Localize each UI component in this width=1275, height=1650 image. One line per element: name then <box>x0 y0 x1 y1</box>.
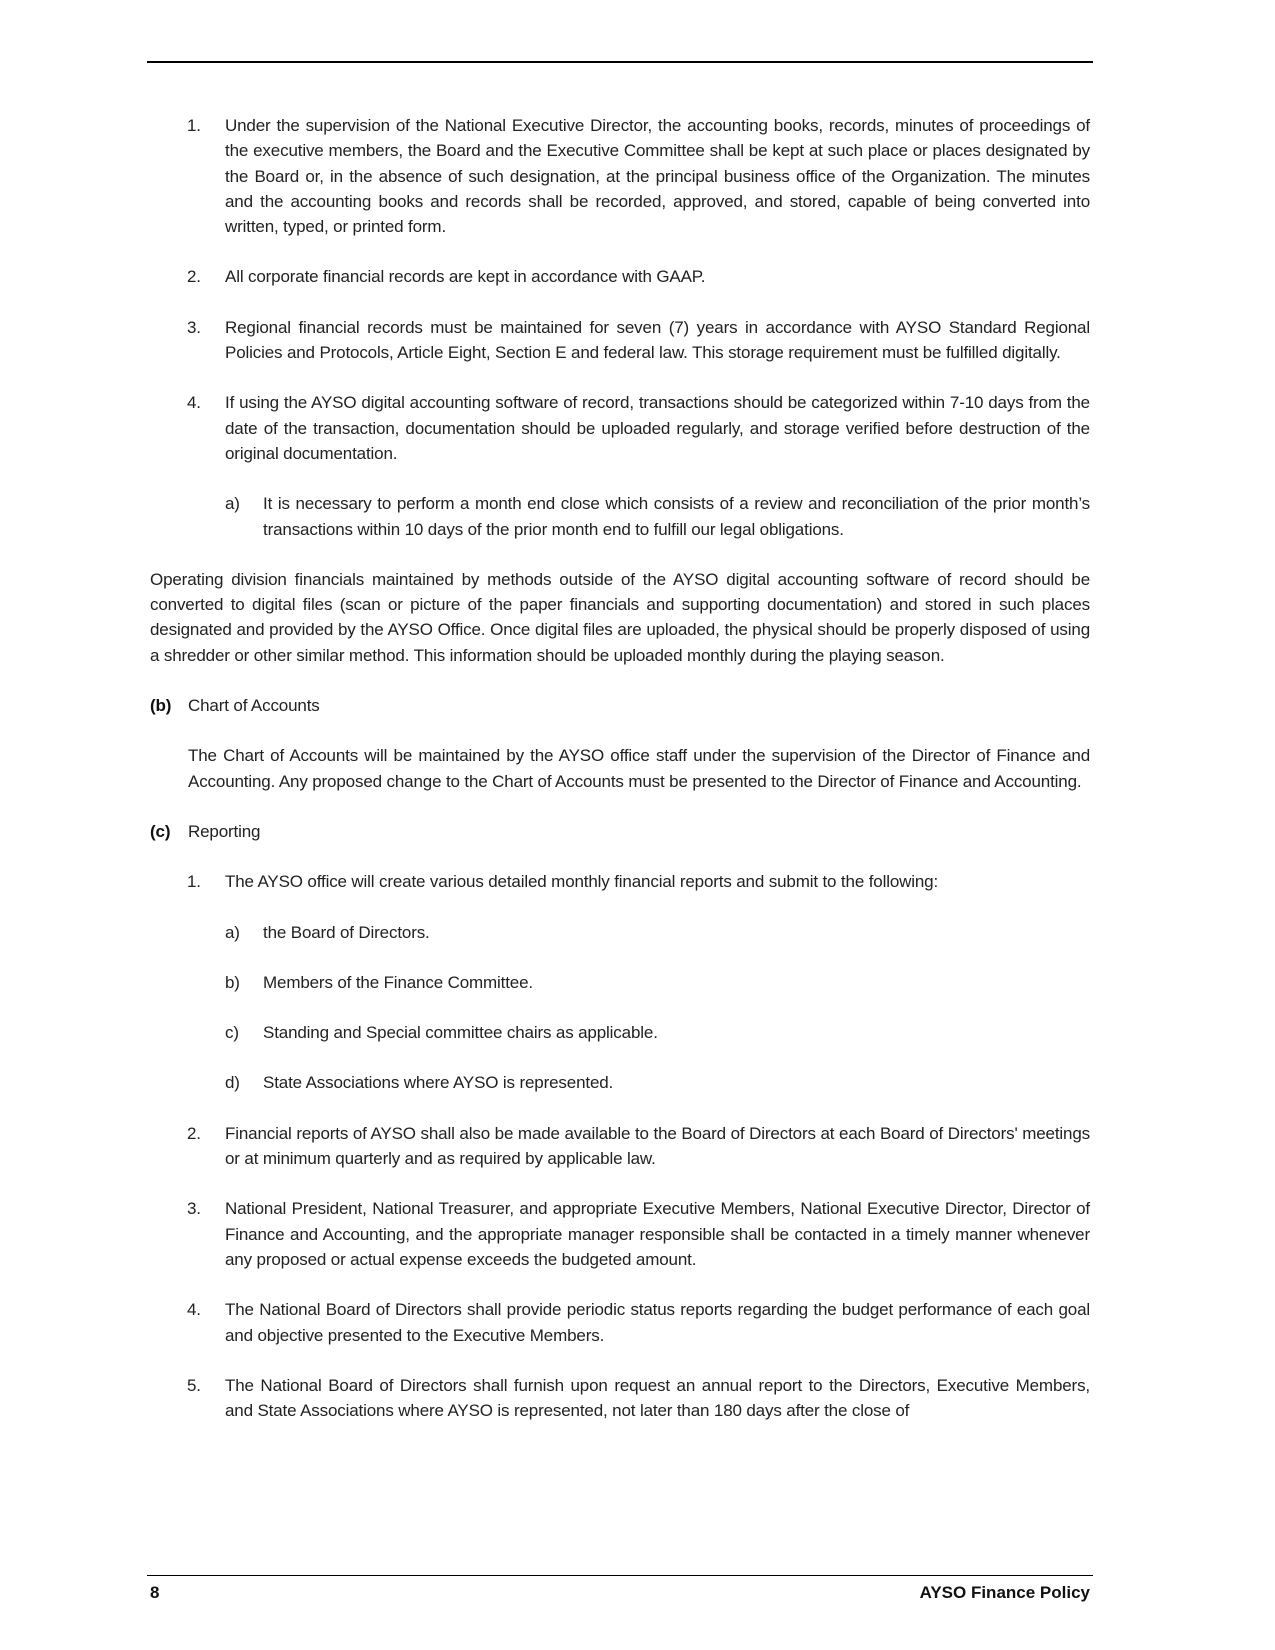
item-text: If using the AYSO digital accounting software of record, transactions should be categorized within 7-10 days from the date of the transaction, documentation should be uploaded regularly, and storage verified before destruction of the original documentation. <box>225 393 1090 463</box>
item-number: 4. <box>187 1300 201 1320</box>
list-item <box>150 264 1090 289</box>
item-text: The National Board of Directors shall furnish upon request an annual report to the Directors, Executive Members, and State Associations where AYSO is represented, not later than 180 days after the close of <box>225 1375 1090 1421</box>
sub-item-letter: b) <box>225 972 240 992</box>
section-heading-reporting <box>150 819 1090 844</box>
sub-list-item <box>150 920 1090 945</box>
section-title: Chart of Accounts <box>188 696 320 716</box>
list-item <box>150 1373 1090 1424</box>
chart-of-accounts-paragraph: The Chart of Accounts will be maintained by the AYSO office staff under the supervision of the Director of Finance and Accounting. Any proposed change to the Chart of Accounts must be presented to the Director of Finance and Accounting. <box>188 746 1090 791</box>
item-number: 3. <box>187 1199 201 1219</box>
item-text: All corporate financial records are kept in accordance with GAAP. <box>225 267 706 287</box>
list-item <box>150 1196 1090 1272</box>
sub-item-letter: a) <box>225 922 240 942</box>
sub-item-text: Standing and Special committee chairs as applicable. <box>263 1023 658 1043</box>
item-number: 5. <box>187 1375 201 1395</box>
sub-item-text: State Associations where AYSO is represented. <box>263 1073 614 1093</box>
page-number: 8 <box>150 1583 160 1602</box>
document-title: AYSO Finance Policy <box>919 1583 1090 1602</box>
item-number: 2. <box>187 267 201 287</box>
operating-division-paragraph: Operating division financials maintained by methods outside of the AYSO digital accounting software of record should be converted to digital files (scan or picture of the paper financials and supporting documentation) and stored in such places designated and provided by the AYSO Office. Once digital files are uploaded, the physical should be properly disposed of using a shredder or other similar method. This information should be uploaded monthly during the playing season. <box>150 569 1090 665</box>
list-item <box>150 1121 1090 1172</box>
item-text: Under the supervision of the National Executive Director, the accounting books, records, minutes of proceedings of the executive members, the Board and the Executive Committee shall be kept at such place or places designated by the Board or, in the absence of such designation, at the principal business office of the Organization. The minutes and the accounting books and records shall be recorded, approved, and stored, capable of being converted into written, typed, or printed form. <box>225 116 1090 237</box>
sub-item-text: It is necessary to perform a month end close which consists of a review and reconciliation of the prior month’s transactions within 10 days of the prior month end to fulfill our legal obligations. <box>263 494 1090 539</box>
section-label: (c) <box>150 821 171 841</box>
list-item <box>150 113 1090 239</box>
item-text: Financial reports of AYSO shall also be made available to the Board of Directors at each Board of Directors' meetings or at minimum quarterly and as required by applicable law. <box>225 1123 1090 1169</box>
list-item <box>150 390 1090 466</box>
list-item <box>150 315 1090 366</box>
sub-item-letter: a) <box>225 494 240 514</box>
footer-rule <box>147 1575 1093 1576</box>
item-text: The AYSO office will create various detailed monthly financial reports and submit to the following: <box>225 872 939 892</box>
sub-item-letter: c) <box>225 1023 239 1043</box>
sub-item-letter: d) <box>225 1073 240 1093</box>
list-item <box>150 869 1090 894</box>
item-text: The National Board of Directors shall provide periodic status reports regarding the budget performance of each goal and objective presented to the Executive Members. <box>225 1300 1090 1345</box>
sub-list-item <box>150 970 1090 995</box>
sub-list-item <box>150 1020 1090 1045</box>
item-text: Regional financial records must be maintained for seven (7) years in accordance with AYSO Standard Regional Policies and Protocols, Article Eight, Section E and federal law. This storage requirement must be fulfilled digitally. <box>225 317 1090 363</box>
list-item <box>150 1297 1090 1348</box>
item-text: National President, National Treasurer, and appropriate Executive Members, National Executive Director, Director of Finance and Accounting, and the appropriate manager responsible shall be contacted in a timely manner whenever any proposed or actual expense exceeds the budgeted amount. <box>225 1199 1090 1269</box>
sub-item-text: the Board of Directors. <box>263 922 430 942</box>
section-heading-chart-of-accounts <box>150 693 1090 718</box>
sub-list-item <box>150 1070 1090 1095</box>
sub-list-item <box>150 491 1090 542</box>
item-number: 1. <box>187 872 201 892</box>
item-number: 4. <box>187 393 201 413</box>
section-title: Reporting <box>188 821 261 841</box>
header-rule <box>147 61 1093 63</box>
item-number: 3. <box>187 317 201 337</box>
section-label: (b) <box>150 696 172 716</box>
sub-item-text: Members of the Finance Committee. <box>263 972 533 992</box>
item-number: 2. <box>187 1123 201 1143</box>
item-number: 1. <box>187 116 201 135</box>
page-body <box>150 113 1090 1448</box>
